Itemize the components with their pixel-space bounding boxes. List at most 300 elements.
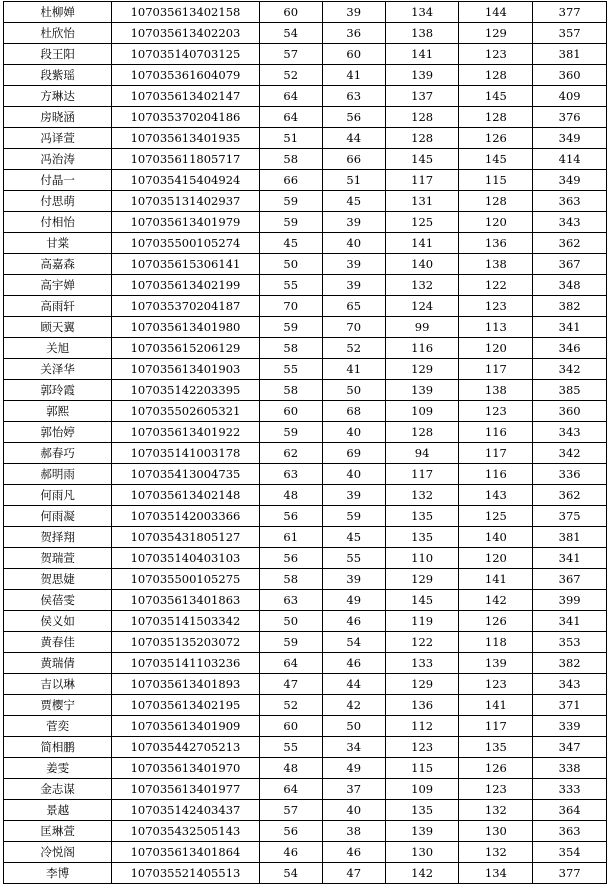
score-1-cell: 56 xyxy=(259,821,322,842)
exam-id-cell: 107035142403437 xyxy=(112,800,259,821)
table-row xyxy=(4,170,607,191)
table-row xyxy=(4,737,607,758)
score-2-cell: 36 xyxy=(322,23,385,44)
table-row xyxy=(4,317,607,338)
student-name-cell: 贾樱宁 xyxy=(4,695,112,716)
total-score-cell: 399 xyxy=(533,590,607,611)
score-4-cell: 117 xyxy=(459,443,533,464)
score-4-cell: 139 xyxy=(459,653,533,674)
score-2-cell: 41 xyxy=(322,65,385,86)
exam-id-cell: 107035500105275 xyxy=(112,569,259,590)
score-4-cell: 117 xyxy=(459,716,533,737)
student-name-cell: 黄春佳 xyxy=(4,632,112,653)
total-score-cell: 349 xyxy=(533,170,607,191)
score-2-cell: 39 xyxy=(322,485,385,506)
exam-id-cell: 107035613402158 xyxy=(112,2,259,23)
score-1-cell: 54 xyxy=(259,23,322,44)
score-4-cell: 115 xyxy=(459,170,533,191)
score-1-cell: 57 xyxy=(259,44,322,65)
score-3-cell: 139 xyxy=(385,821,459,842)
score-2-cell: 70 xyxy=(322,317,385,338)
student-name-cell: 房晓涵 xyxy=(4,107,112,128)
exam-id-cell: 107035142003366 xyxy=(112,506,259,527)
score-4-cell: 132 xyxy=(459,800,533,821)
score-1-cell: 57 xyxy=(259,800,322,821)
score-4-cell: 130 xyxy=(459,821,533,842)
table-row xyxy=(4,569,607,590)
score-2-cell: 39 xyxy=(322,212,385,233)
total-score-cell: 409 xyxy=(533,86,607,107)
student-name-cell: 郭怡婷 xyxy=(4,422,112,443)
score-3-cell: 141 xyxy=(385,44,459,65)
table-row xyxy=(4,422,607,443)
student-name-cell: 侯蓓雯 xyxy=(4,590,112,611)
student-name-cell: 景越 xyxy=(4,800,112,821)
score-3-cell: 128 xyxy=(385,422,459,443)
score-1-cell: 55 xyxy=(259,275,322,296)
score-table-body xyxy=(4,2,607,884)
score-3-cell: 131 xyxy=(385,191,459,212)
score-1-cell: 59 xyxy=(259,317,322,338)
table-row xyxy=(4,401,607,422)
student-name-cell: 侯义如 xyxy=(4,611,112,632)
score-2-cell: 50 xyxy=(322,380,385,401)
total-score-cell: 341 xyxy=(533,317,607,338)
student-name-cell: 姜雯 xyxy=(4,758,112,779)
score-2-cell: 69 xyxy=(322,443,385,464)
exam-id-cell: 107035140403103 xyxy=(112,548,259,569)
total-score-cell: 360 xyxy=(533,401,607,422)
score-3-cell: 138 xyxy=(385,23,459,44)
table-row xyxy=(4,716,607,737)
student-name-cell: 高雨轩 xyxy=(4,296,112,317)
score-2-cell: 54 xyxy=(322,632,385,653)
score-3-cell: 134 xyxy=(385,2,459,23)
table-row xyxy=(4,44,607,65)
score-3-cell: 137 xyxy=(385,86,459,107)
score-4-cell: 123 xyxy=(459,674,533,695)
exam-id-cell: 107035613402147 xyxy=(112,86,259,107)
table-row xyxy=(4,443,607,464)
exam-id-cell: 107035442705213 xyxy=(112,737,259,758)
exam-id-cell: 107035142203395 xyxy=(112,380,259,401)
student-name-cell: 冯治涛 xyxy=(4,149,112,170)
total-score-cell: 341 xyxy=(533,548,607,569)
student-name-cell: 郭玲霞 xyxy=(4,380,112,401)
score-3-cell: 122 xyxy=(385,632,459,653)
score-1-cell: 63 xyxy=(259,464,322,485)
exam-id-cell: 107035141103236 xyxy=(112,653,259,674)
score-1-cell: 58 xyxy=(259,569,322,590)
score-2-cell: 41 xyxy=(322,359,385,380)
score-1-cell: 56 xyxy=(259,548,322,569)
score-4-cell: 128 xyxy=(459,191,533,212)
score-1-cell: 60 xyxy=(259,2,322,23)
exam-id-cell: 107035131402937 xyxy=(112,191,259,212)
score-3-cell: 132 xyxy=(385,275,459,296)
score-4-cell: 129 xyxy=(459,23,533,44)
score-3-cell: 125 xyxy=(385,212,459,233)
score-4-cell: 143 xyxy=(459,485,533,506)
score-1-cell: 45 xyxy=(259,233,322,254)
score-3-cell: 112 xyxy=(385,716,459,737)
score-4-cell: 145 xyxy=(459,149,533,170)
total-score-cell: 381 xyxy=(533,44,607,65)
total-score-cell: 371 xyxy=(533,695,607,716)
score-4-cell: 117 xyxy=(459,359,533,380)
exam-id-cell: 107035361604079 xyxy=(112,65,259,86)
student-name-cell: 何雨凡 xyxy=(4,485,112,506)
exam-id-cell: 107035615206129 xyxy=(112,338,259,359)
score-3-cell: 123 xyxy=(385,737,459,758)
total-score-cell: 342 xyxy=(533,443,607,464)
score-3-cell: 129 xyxy=(385,359,459,380)
score-4-cell: 145 xyxy=(459,86,533,107)
exam-id-cell: 107035613401903 xyxy=(112,359,259,380)
score-4-cell: 141 xyxy=(459,695,533,716)
student-name-cell: 冷悦阁 xyxy=(4,842,112,863)
score-2-cell: 46 xyxy=(322,653,385,674)
score-3-cell: 139 xyxy=(385,65,459,86)
score-1-cell: 59 xyxy=(259,632,322,653)
score-3-cell: 132 xyxy=(385,485,459,506)
score-1-cell: 66 xyxy=(259,170,322,191)
exam-id-cell: 107035370204187 xyxy=(112,296,259,317)
score-3-cell: 130 xyxy=(385,842,459,863)
score-4-cell: 118 xyxy=(459,632,533,653)
table-row xyxy=(4,758,607,779)
score-3-cell: 136 xyxy=(385,695,459,716)
score-2-cell: 51 xyxy=(322,170,385,191)
exam-id-cell: 107035500105274 xyxy=(112,233,259,254)
total-score-cell: 354 xyxy=(533,842,607,863)
score-1-cell: 55 xyxy=(259,359,322,380)
score-1-cell: 64 xyxy=(259,86,322,107)
table-row xyxy=(4,800,607,821)
table-row xyxy=(4,212,607,233)
total-score-cell: 362 xyxy=(533,233,607,254)
exam-id-cell: 107035613401893 xyxy=(112,674,259,695)
score-3-cell: 109 xyxy=(385,401,459,422)
table-row xyxy=(4,254,607,275)
score-3-cell: 129 xyxy=(385,569,459,590)
table-row xyxy=(4,695,607,716)
score-2-cell: 44 xyxy=(322,128,385,149)
score-1-cell: 60 xyxy=(259,716,322,737)
exam-id-cell: 107035135203072 xyxy=(112,632,259,653)
student-name-cell: 贺瑞萱 xyxy=(4,548,112,569)
score-3-cell: 119 xyxy=(385,611,459,632)
student-name-cell: 关旭 xyxy=(4,338,112,359)
total-score-cell: 376 xyxy=(533,107,607,128)
score-3-cell: 117 xyxy=(385,464,459,485)
score-2-cell: 40 xyxy=(322,464,385,485)
score-4-cell: 120 xyxy=(459,212,533,233)
score-3-cell: 133 xyxy=(385,653,459,674)
score-1-cell: 70 xyxy=(259,296,322,317)
score-4-cell: 132 xyxy=(459,842,533,863)
total-score-cell: 338 xyxy=(533,758,607,779)
total-score-cell: 363 xyxy=(533,821,607,842)
table-row xyxy=(4,779,607,800)
total-score-cell: 377 xyxy=(533,2,607,23)
score-1-cell: 64 xyxy=(259,653,322,674)
score-4-cell: 125 xyxy=(459,506,533,527)
exam-id-cell: 107035413004735 xyxy=(112,464,259,485)
total-score-cell: 343 xyxy=(533,212,607,233)
score-4-cell: 126 xyxy=(459,758,533,779)
student-name-cell: 李博 xyxy=(4,863,112,884)
total-score-cell: 357 xyxy=(533,23,607,44)
score-3-cell: 124 xyxy=(385,296,459,317)
score-4-cell: 141 xyxy=(459,569,533,590)
score-4-cell: 123 xyxy=(459,779,533,800)
score-3-cell: 145 xyxy=(385,590,459,611)
total-score-cell: 347 xyxy=(533,737,607,758)
score-2-cell: 40 xyxy=(322,800,385,821)
total-score-cell: 346 xyxy=(533,338,607,359)
student-name-cell: 段紫瑶 xyxy=(4,65,112,86)
table-row xyxy=(4,65,607,86)
student-name-cell: 高宇婵 xyxy=(4,275,112,296)
score-3-cell: 135 xyxy=(385,506,459,527)
score-1-cell: 64 xyxy=(259,779,322,800)
total-score-cell: 342 xyxy=(533,359,607,380)
exam-id-cell: 107035613402199 xyxy=(112,275,259,296)
table-row xyxy=(4,548,607,569)
score-2-cell: 60 xyxy=(322,44,385,65)
exam-id-cell: 107035431805127 xyxy=(112,527,259,548)
exam-id-cell: 107035613401977 xyxy=(112,779,259,800)
exam-id-cell: 107035370204186 xyxy=(112,107,259,128)
student-name-cell: 高嘉森 xyxy=(4,254,112,275)
score-4-cell: 128 xyxy=(459,65,533,86)
score-3-cell: 142 xyxy=(385,863,459,884)
score-2-cell: 42 xyxy=(322,695,385,716)
score-3-cell: 139 xyxy=(385,380,459,401)
score-2-cell: 34 xyxy=(322,737,385,758)
score-2-cell: 44 xyxy=(322,674,385,695)
total-score-cell: 381 xyxy=(533,527,607,548)
score-4-cell: 123 xyxy=(459,296,533,317)
score-1-cell: 48 xyxy=(259,485,322,506)
table-row xyxy=(4,2,607,23)
student-name-cell: 冯译萱 xyxy=(4,128,112,149)
score-1-cell: 60 xyxy=(259,401,322,422)
score-1-cell: 50 xyxy=(259,611,322,632)
score-4-cell: 138 xyxy=(459,254,533,275)
exam-id-cell: 107035613402203 xyxy=(112,23,259,44)
total-score-cell: 364 xyxy=(533,800,607,821)
score-2-cell: 49 xyxy=(322,758,385,779)
score-1-cell: 56 xyxy=(259,506,322,527)
score-table xyxy=(3,1,607,884)
score-2-cell: 47 xyxy=(322,863,385,884)
score-2-cell: 50 xyxy=(322,716,385,737)
table-row xyxy=(4,338,607,359)
score-2-cell: 37 xyxy=(322,779,385,800)
score-1-cell: 62 xyxy=(259,443,322,464)
score-1-cell: 55 xyxy=(259,737,322,758)
score-3-cell: 109 xyxy=(385,779,459,800)
student-name-cell: 付相怡 xyxy=(4,212,112,233)
score-1-cell: 63 xyxy=(259,590,322,611)
score-3-cell: 128 xyxy=(385,128,459,149)
score-2-cell: 66 xyxy=(322,149,385,170)
score-4-cell: 116 xyxy=(459,422,533,443)
student-name-cell: 郭熙 xyxy=(4,401,112,422)
exam-id-cell: 107035521405513 xyxy=(112,863,259,884)
score-2-cell: 38 xyxy=(322,821,385,842)
student-name-cell: 甘棠 xyxy=(4,233,112,254)
score-1-cell: 48 xyxy=(259,758,322,779)
score-2-cell: 46 xyxy=(322,842,385,863)
total-score-cell: 353 xyxy=(533,632,607,653)
score-2-cell: 55 xyxy=(322,548,385,569)
total-score-cell: 414 xyxy=(533,149,607,170)
score-2-cell: 56 xyxy=(322,107,385,128)
total-score-cell: 363 xyxy=(533,191,607,212)
table-row xyxy=(4,296,607,317)
table-row xyxy=(4,149,607,170)
total-score-cell: 367 xyxy=(533,569,607,590)
student-name-cell: 杜柳婵 xyxy=(4,2,112,23)
table-row xyxy=(4,590,607,611)
total-score-cell: 343 xyxy=(533,674,607,695)
score-2-cell: 39 xyxy=(322,569,385,590)
table-row xyxy=(4,359,607,380)
score-1-cell: 51 xyxy=(259,128,322,149)
score-1-cell: 54 xyxy=(259,863,322,884)
student-name-cell: 顾天翼 xyxy=(4,317,112,338)
table-row xyxy=(4,191,607,212)
table-row xyxy=(4,506,607,527)
student-name-cell: 金志谋 xyxy=(4,779,112,800)
score-1-cell: 59 xyxy=(259,422,322,443)
student-name-cell: 方琳达 xyxy=(4,86,112,107)
student-name-cell: 郝明雨 xyxy=(4,464,112,485)
total-score-cell: 360 xyxy=(533,65,607,86)
score-3-cell: 141 xyxy=(385,233,459,254)
score-3-cell: 145 xyxy=(385,149,459,170)
score-3-cell: 116 xyxy=(385,338,459,359)
score-1-cell: 59 xyxy=(259,212,322,233)
total-score-cell: 382 xyxy=(533,653,607,674)
exam-id-cell: 107035613401980 xyxy=(112,317,259,338)
score-4-cell: 134 xyxy=(459,863,533,884)
score-4-cell: 138 xyxy=(459,380,533,401)
exam-id-cell: 107035613401970 xyxy=(112,758,259,779)
exam-id-cell: 107035502605321 xyxy=(112,401,259,422)
exam-id-cell: 107035432505143 xyxy=(112,821,259,842)
total-score-cell: 349 xyxy=(533,128,607,149)
total-score-cell: 377 xyxy=(533,863,607,884)
table-row xyxy=(4,380,607,401)
table-row xyxy=(4,23,607,44)
score-1-cell: 58 xyxy=(259,338,322,359)
score-1-cell: 46 xyxy=(259,842,322,863)
score-1-cell: 47 xyxy=(259,674,322,695)
score-3-cell: 117 xyxy=(385,170,459,191)
exam-id-cell: 107035415404924 xyxy=(112,170,259,191)
student-name-cell: 匡琳萱 xyxy=(4,821,112,842)
table-row xyxy=(4,485,607,506)
table-row xyxy=(4,128,607,149)
score-4-cell: 136 xyxy=(459,233,533,254)
score-3-cell: 115 xyxy=(385,758,459,779)
score-4-cell: 140 xyxy=(459,527,533,548)
student-name-cell: 付思萌 xyxy=(4,191,112,212)
table-row xyxy=(4,863,607,884)
score-2-cell: 65 xyxy=(322,296,385,317)
student-name-cell: 何雨凝 xyxy=(4,506,112,527)
score-4-cell: 120 xyxy=(459,548,533,569)
score-2-cell: 40 xyxy=(322,233,385,254)
score-1-cell: 61 xyxy=(259,527,322,548)
score-4-cell: 122 xyxy=(459,275,533,296)
score-3-cell: 99 xyxy=(385,317,459,338)
score-3-cell: 129 xyxy=(385,674,459,695)
score-2-cell: 46 xyxy=(322,611,385,632)
exam-id-cell: 107035141003178 xyxy=(112,443,259,464)
score-3-cell: 140 xyxy=(385,254,459,275)
table-row xyxy=(4,653,607,674)
score-4-cell: 144 xyxy=(459,2,533,23)
score-4-cell: 120 xyxy=(459,338,533,359)
student-name-cell: 杜欣怡 xyxy=(4,23,112,44)
score-2-cell: 39 xyxy=(322,275,385,296)
table-row xyxy=(4,674,607,695)
exam-id-cell: 107035613402195 xyxy=(112,695,259,716)
score-2-cell: 52 xyxy=(322,338,385,359)
score-2-cell: 45 xyxy=(322,527,385,548)
score-2-cell: 68 xyxy=(322,401,385,422)
score-4-cell: 116 xyxy=(459,464,533,485)
score-1-cell: 59 xyxy=(259,191,322,212)
score-4-cell: 128 xyxy=(459,107,533,128)
student-name-cell: 贺择翔 xyxy=(4,527,112,548)
table-row xyxy=(4,86,607,107)
table-row xyxy=(4,632,607,653)
score-4-cell: 126 xyxy=(459,128,533,149)
score-3-cell: 135 xyxy=(385,800,459,821)
exam-id-cell: 107035613401922 xyxy=(112,422,259,443)
exam-id-cell: 107035615306141 xyxy=(112,254,259,275)
total-score-cell: 362 xyxy=(533,485,607,506)
exam-id-cell: 107035613401979 xyxy=(112,212,259,233)
score-2-cell: 63 xyxy=(322,86,385,107)
student-name-cell: 菅奕 xyxy=(4,716,112,737)
table-row xyxy=(4,233,607,254)
score-1-cell: 58 xyxy=(259,149,322,170)
score-4-cell: 123 xyxy=(459,44,533,65)
student-name-cell: 关泽华 xyxy=(4,359,112,380)
exam-id-cell: 107035613401864 xyxy=(112,842,259,863)
exam-id-cell: 107035613401863 xyxy=(112,590,259,611)
table-row xyxy=(4,611,607,632)
score-1-cell: 50 xyxy=(259,254,322,275)
total-score-cell: 348 xyxy=(533,275,607,296)
student-name-cell: 黄瑞倩 xyxy=(4,653,112,674)
total-score-cell: 339 xyxy=(533,716,607,737)
score-1-cell: 64 xyxy=(259,107,322,128)
total-score-cell: 367 xyxy=(533,254,607,275)
score-4-cell: 135 xyxy=(459,737,533,758)
student-name-cell: 付晶一 xyxy=(4,170,112,191)
table-row xyxy=(4,464,607,485)
score-4-cell: 113 xyxy=(459,317,533,338)
table-row xyxy=(4,107,607,128)
